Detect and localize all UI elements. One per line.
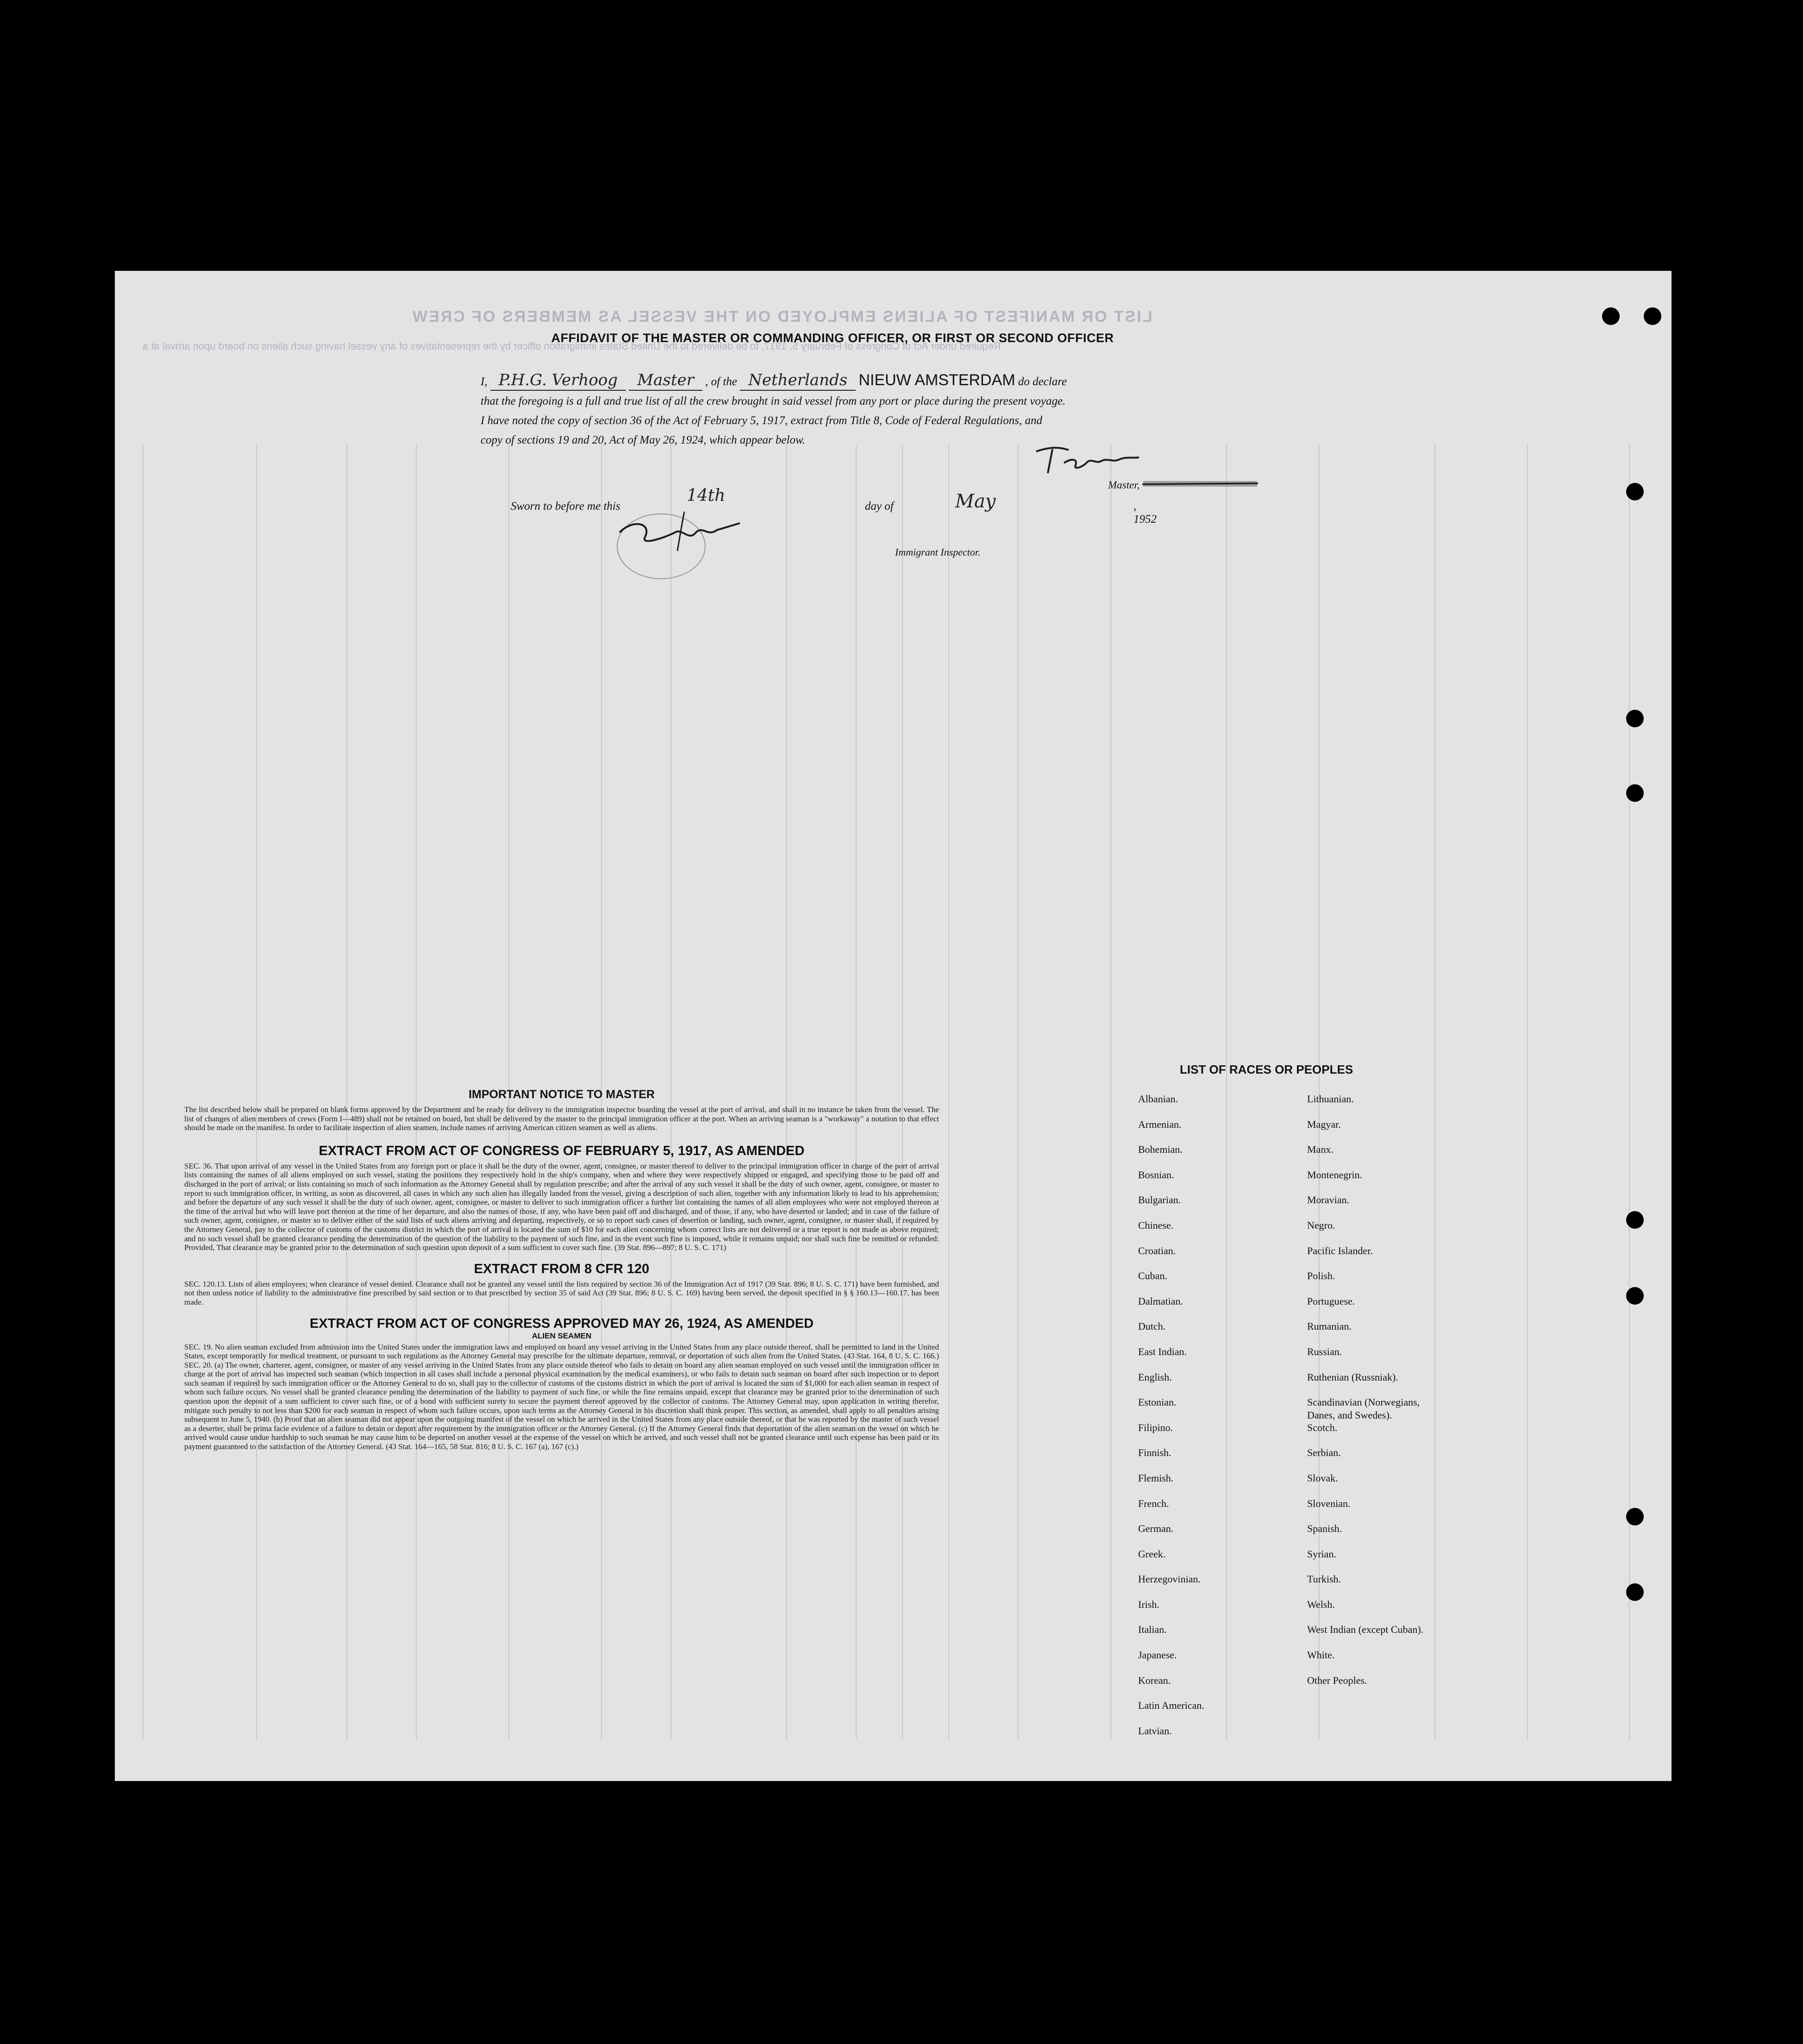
race-item: Herzegovinian.	[1138, 1573, 1201, 1585]
race-item: Russian.	[1307, 1345, 1342, 1357]
bleed-through-heading: LIST OR MANIFEST OF ALIENS EMPLOYED ON THE VESSEL AS MEMBERS OF CREW	[411, 308, 1152, 325]
important-notice-title: IMPORTANT NOTICE TO MASTER	[469, 1088, 655, 1101]
races-left-column	[1138, 1093, 1204, 1750]
bleed-through-line: Required under Act of Congress of February 5, 1917, to be delivered to the United States immigration officer by the representatives of any vessel having such aliens on board upon arrival at a	[143, 340, 1001, 352]
race-item: Latvian.	[1138, 1725, 1172, 1737]
race-item: Japanese.	[1138, 1649, 1177, 1661]
punch-hole	[1626, 1508, 1644, 1525]
vessel-name: NIEUW AMSTERDAM	[858, 371, 1015, 389]
notices-block	[184, 1088, 939, 1451]
inspector-label: Immigrant Inspector.	[895, 546, 981, 558]
sworn-label: Sworn to before me this	[511, 500, 620, 513]
punch-hole	[1644, 307, 1661, 325]
race-item: Other Peoples.	[1307, 1674, 1367, 1686]
race-item: Lithuanian.	[1307, 1093, 1354, 1105]
punch-hole	[1602, 307, 1620, 325]
rank-handwritten: Master	[629, 370, 702, 391]
affidavit-body	[481, 370, 1314, 450]
race-item: Pacific Islander.	[1307, 1244, 1373, 1256]
race-item: Cuban.	[1138, 1270, 1167, 1282]
race-item: Bosnian.	[1138, 1169, 1174, 1181]
race-item: Scotch.	[1307, 1421, 1338, 1433]
races-right-column	[1307, 1093, 1423, 1699]
race-item: West Indian (except Cuban).	[1307, 1624, 1424, 1636]
race-item: Montenegrin.	[1307, 1169, 1363, 1181]
affidavit-line-3: I have noted the copy of section 36 of the Act of February 5, 1917, extract from Title 8, Code of Federal Regulations, and	[481, 414, 1042, 427]
nationality-handwritten: Netherlands	[740, 370, 856, 391]
inspector-signature	[601, 505, 754, 583]
affidavit-line-1	[481, 370, 1314, 392]
race-item: Bohemian.	[1138, 1144, 1183, 1156]
race-item: Slovenian.	[1307, 1497, 1351, 1509]
race-item: Polish.	[1307, 1270, 1335, 1282]
race-item: Filipino.	[1138, 1421, 1173, 1433]
race-item: Estonian.	[1138, 1396, 1177, 1408]
race-item: Serbian.	[1307, 1447, 1341, 1459]
cfr-title: EXTRACT FROM 8 CFR 120	[474, 1261, 650, 1276]
race-item: Korean.	[1138, 1674, 1171, 1686]
race-item: Bulgarian.	[1138, 1194, 1181, 1206]
master-signature	[1032, 444, 1143, 477]
punch-hole	[1626, 1211, 1644, 1229]
sworn-year: , 1952	[1133, 500, 1157, 525]
cfr-text: SEC. 120.13. Lists of alien employees; when clearance of vessel denied. Clearance shall not be granted any vessel until the lists required by section 36 of the Immigration Act of 1917 (39 Stat. 896; 8 U. S. C. 171) have been furnished, and not then unless notice of liability to the administrative fine prescribed by said section or to that prescribed by section 35 of said Act (39 Stat. 896; 8 U. S. C. 169) having been served, the deposit specified in § § 160.13—160.17, has been made.	[184, 1279, 939, 1306]
race-item: Turkish.	[1307, 1573, 1341, 1585]
of-the-label: , of the	[705, 375, 737, 388]
races-title: LIST OF RACES OR PEOPLES	[1180, 1063, 1353, 1076]
race-item: Croatian.	[1138, 1244, 1176, 1256]
race-item: Latin American.	[1138, 1700, 1204, 1712]
race-item: Albanian.	[1138, 1093, 1178, 1105]
race-item: Italian.	[1138, 1624, 1167, 1636]
punch-hole	[1626, 784, 1644, 802]
race-item: Slovak.	[1307, 1472, 1338, 1484]
punch-hole	[1626, 1287, 1644, 1305]
affidavit-line-4: copy of sections 19 and 20, Act of May 26, 1924, which appear below.	[481, 434, 806, 446]
affidavit-line-2: that the foregoing is a full and true list of all the crew brought in said vessel from any port or place during the present voyage.	[481, 395, 1066, 407]
race-item: Armenian.	[1138, 1118, 1182, 1130]
day-of-label: day of	[865, 500, 894, 513]
race-item: Spanish.	[1307, 1523, 1342, 1535]
act-1924-subtitle: ALIEN SEAMEN	[532, 1331, 592, 1340]
do-declare-label: do declare	[1018, 375, 1067, 388]
race-item: Negro.	[1307, 1219, 1335, 1231]
sworn-month-handwritten: May	[955, 491, 996, 512]
race-item: White.	[1307, 1649, 1335, 1661]
race-item: Welsh.	[1307, 1598, 1335, 1610]
race-item: Ruthenian (Russniak).	[1307, 1371, 1398, 1383]
manifest-sheet	[115, 271, 1672, 1781]
act-1917-title: EXTRACT FROM ACT OF CONGRESS OF FEBRUARY 5, 1917, AS AMENDED	[319, 1143, 805, 1158]
master-label: Master,	[1108, 479, 1140, 491]
act-1924-title: EXTRACT FROM ACT OF CONGRESS APPROVED MAY 26, 1924, AS AMENDED	[309, 1316, 814, 1331]
race-item: Manx.	[1307, 1144, 1333, 1156]
act-1924-text: SEC. 19. No alien seaman excluded from admission into the United States under the immigration laws and employed on board any vessel arriving in the United States from any place outside thereof, shall be permitted to land in the United States, except temporarily for medical treatment, or pursuant to such regulations as the Attorney General may prescribe for the ultimate departure, removal, or deportation of such alien from the United States. (43 Stat. 164, 8 U. S. C. 166.) SEC. 20. (a) The owner, charterer, agent, consignee, or master of any vessel arriving in the United States from any place outside thereof who fails to detain on board any alien seaman employed on such vessel until the immigration officer in charge at the port of arrival has inspected such seaman (which inspection in all cases shall include a personal physical examination by the medical examiners), or who fails to detain such seaman on board after such inspection or to deport such seaman if required by such immigration officer or the Attorney General to do so, shall pay to the collector of customs of the customs district in which the port of arrival is located the sum of $1,000 for each alien seaman in respect of whom such failure occurs. No vessel shall be granted clearance pending the determination of the liability to payment of such fine, or while the fine remains unpaid, except that clearance may be granted prior to the determination of such question upon the deposit of a sum sufficient to cover such fine, or of a bond with sufficient surety to secure the payment thereof approved by the collector of customs. The Attorney General may, upon application in writing therefor, mitigate such penalty to not less than $200 for each seaman in respect of whom such failure occurs, upon such terms as the Attorney General in his discretion shall think proper. This section, as amended, shall apply to all penalties arising subsequent to June 5, 1940. (b) Proof that an alien seaman did not appear upon the outgoing manifest of the vessel on which he arrived in the United States from any place outside thereof, or that he was reported by the master of such vessel as a deserter, shall be prima facie evidence of a failure to detain or deport after requirement by the immigration officer or the Attorney General. (c) If the Attorney General finds that deportation of the alien seaman on the vessel on which he arrived would cause undue hardship to such seaman he may cause him to be deported on another vessel at the expense of the vessel on which he arrived, and such vessel shall not be granted clearance until such expense has been paid or its payment guaranteed to the satisfaction of the Attorney General. (43 Stat. 164—165, 58 Stat. 816; 8 U. S. C. 167 (a), 167 (c).)	[184, 1342, 939, 1451]
race-item: Scandinavian (Norwegians, Danes, and Swedes).	[1307, 1396, 1420, 1421]
race-item: Chinese.	[1138, 1219, 1174, 1231]
punch-hole	[1626, 710, 1644, 727]
race-item: Dalmatian.	[1138, 1295, 1183, 1307]
punch-hole	[1626, 483, 1644, 500]
race-item: Syrian.	[1307, 1548, 1336, 1560]
race-item: Portuguese.	[1307, 1295, 1355, 1307]
affidavit-title: AFFIDAVIT OF THE MASTER OR COMMANDING OFFICER, OR FIRST OR SECOND OFFICER	[551, 331, 1114, 345]
master-name-handwritten: P.H.G. Verhoog	[490, 370, 626, 391]
race-item: Dutch.	[1138, 1320, 1166, 1332]
race-item: Finnish.	[1138, 1447, 1171, 1459]
race-item: Magyar.	[1307, 1118, 1341, 1130]
race-item: English.	[1138, 1371, 1172, 1383]
race-item: East Indian.	[1138, 1345, 1187, 1357]
race-item: Moravian.	[1307, 1194, 1350, 1206]
race-item: French.	[1138, 1497, 1169, 1509]
race-item: Rumanian.	[1307, 1320, 1352, 1332]
race-item: German.	[1138, 1523, 1174, 1535]
important-notice-text: The list described below shall be prepared on blank forms approved by the Department and be ready for delivery to the immigration inspector boarding the vessel at the port of arrival, and shall in no instance be taken from the vessel. The list of changes of alien members of crews (Form I—489) shall not be retained on board, but shall be delivered by the master to the principal immigration officer at the port. When an arriving seaman is a "workaway" a notation to that effect should be made on the manifest. In order to facilitate inspection of alien seamen, include names of arriving American citizen seamen as well as aliens.	[184, 1105, 939, 1132]
punch-hole	[1626, 1583, 1644, 1601]
sworn-day-handwritten: 14th	[687, 486, 726, 505]
race-item: Flemish.	[1138, 1472, 1174, 1484]
struck-officer-text	[1142, 479, 1258, 488]
affidavit-prefix: I,	[481, 375, 488, 388]
race-item: Irish.	[1138, 1598, 1159, 1610]
act-1917-text: SEC. 36. That upon arrival of any vessel in the United States from any foreign port or place it shall be the duty of the owner, agent, consignee, or master thereof to deliver to the principal immigration officer in charge of the port of arrival lists containing the names of all aliens employed on such vessel, stating the positions they respectively hold in the ship's company, when and where they were respectively shipped or engaged, and specifying those to be paid off and discharged in the port of arrival; or lists containing so much of such information as the Attorney General shall by regulation prescribe; and after the arrival of any such vessel it shall be the duty of such owner, agent, consignee, or master to report to such immigration officer, in writing, as soon as discovered, all cases in which any such alien has illegally landed from the vessel, giving a description of such alien, together with any information likely to lead to his apprehension; and before the departure of any such vessel it shall be the duty of such owner, agent, consignee, or master to deliver to such immigration officer a further list containing the names of all alien employees who were not employed thereon at the time of the arrival but who will leave port thereon at the time of her departure, and also the names of those, if any, who have been paid off and discharged, and of those, if any, who have deserted or landed; and in case of the failure of such owner, agent, consignee, or master so to deliver either of the said lists of such aliens arriving and departing, respectively, or so to report such cases of desertion or landing, such owner, agent, consignee, or master shall, if required by the Attorney General, pay to the collector of customs of the customs district in which the port of arrival is located the sum of $10 for each alien concerning whom correct lists are not delivered or a true report is not made as above required; and no such vessel shall be granted clearance pending the determination of the question of the liability to the payment of such fine, and in the event such fine is imposed, while it remains unpaid; nor shall such fine be remitted or refunded: Provided, That clearance may be granted prior to the determination of such question upon deposit of a sum sufficient to cover such fine. (39 Stat. 896—897; 8 U. S. C. 171)	[184, 1161, 939, 1252]
race-item: Greek.	[1138, 1548, 1166, 1560]
